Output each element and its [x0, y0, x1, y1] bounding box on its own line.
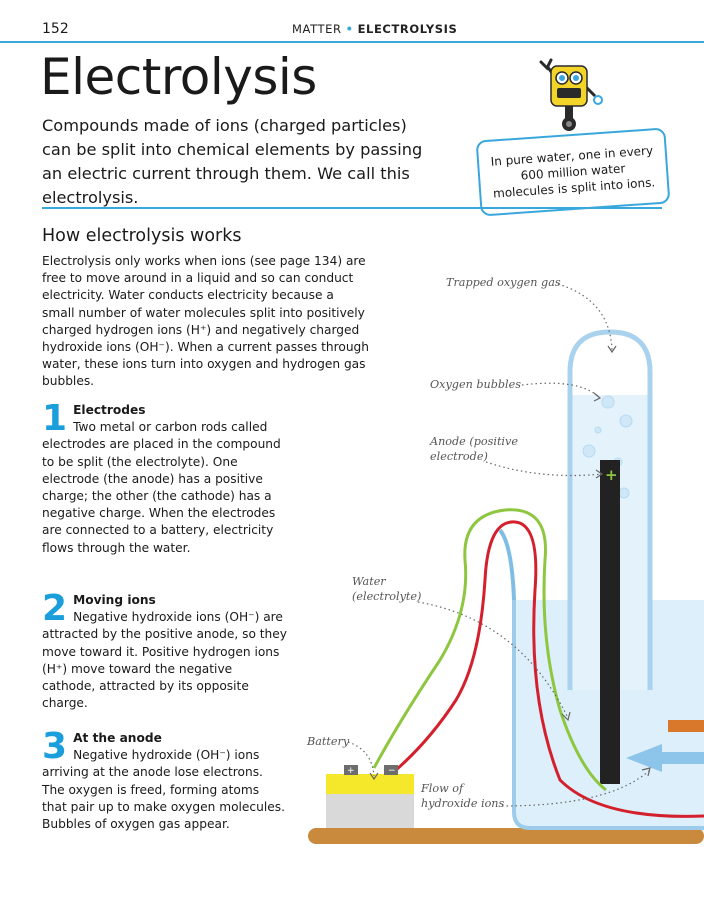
step-text: Negative hydroxide ions (OH⁻) are attracted by the positive anode, so they move toward it. Positive hydrogen ions (H⁺) move toward the negative cathode, attracted by its opposite charge.: [42, 610, 287, 711]
battery-top: [326, 774, 414, 794]
step-heading: Electrodes: [73, 403, 146, 417]
label-flow: [421, 781, 504, 811]
label-anode: [430, 434, 518, 464]
step-text: Negative hydroxide (OH⁻) ions arriving at the anode lose electrons. The oxygen is freed, forming atoms that pair up to make oxygen molecules. Bubbles of oxygen gas appear.: [42, 748, 285, 832]
battery-plus-sign: +: [347, 766, 355, 776]
battery-minus-sign: −: [388, 766, 396, 776]
step-number: 2: [42, 588, 68, 629]
label-anode-line2: electrode): [430, 450, 488, 463]
section-heading: How electrolysis works: [42, 226, 242, 246]
step-number: 3: [42, 726, 68, 767]
label-battery: Battery: [307, 735, 350, 748]
cathode-electrode: [668, 720, 704, 732]
page-title: Electrolysis: [40, 48, 317, 106]
anode-plus-sign: +: [605, 466, 618, 484]
bench: [308, 828, 704, 844]
intro-paragraph: Compounds made of ions (charged particles) can be split into chemical elements by passing an electric current through them. We call this electrolysis.: [42, 116, 423, 207]
label-flow-line2: hydroxide ions: [421, 797, 505, 810]
label-trapped-oxygen: Trapped oxygen gas: [446, 276, 561, 289]
label-anode-line1: Anode (positive: [430, 435, 518, 448]
page-number: 152: [42, 21, 69, 37]
label-water-line1: Water: [352, 575, 386, 588]
label-flow-line1: Flow of: [421, 782, 464, 795]
running-section: MATTER: [292, 22, 342, 36]
battery-body: [326, 794, 414, 828]
label-water: [352, 574, 421, 604]
blue-wire: [500, 530, 514, 600]
step-heading: At the anode: [73, 731, 162, 745]
label-water-line2: (electrolyte): [352, 590, 422, 603]
label-oxygen-bubbles: Oxygen bubbles: [430, 378, 521, 391]
step-heading: Moving ions: [73, 593, 156, 607]
anode-electrode: [600, 460, 620, 784]
step-text: Two metal or carbon rods called electrodes are placed in the compound to be split (the electrolyte). One electrode (the anode) has a positive charge; the other (the cathode) has a negative charge. When the electrodes are connected to a battery, electricity flows through the water.: [42, 420, 281, 555]
bullet-icon: •: [345, 22, 354, 36]
section-body: Electrolysis only works when ions (see page 134) are free to move around in a liquid and so can conduct electricity. Water conducts electricity because a small number of water molecules split into positively charged hydrogen ions (H⁺) and negatively charged hydroxide ions (OH⁻). When a current passes through water, these ions turn into oxygen and hydrogen gas bubbles.: [42, 254, 370, 389]
step-number: 1: [42, 398, 68, 439]
fact-callout-text: In pure water, one in every 600 million water molecules is split into ions.: [490, 143, 656, 201]
running-topic: ELECTROLYSIS: [357, 22, 458, 36]
